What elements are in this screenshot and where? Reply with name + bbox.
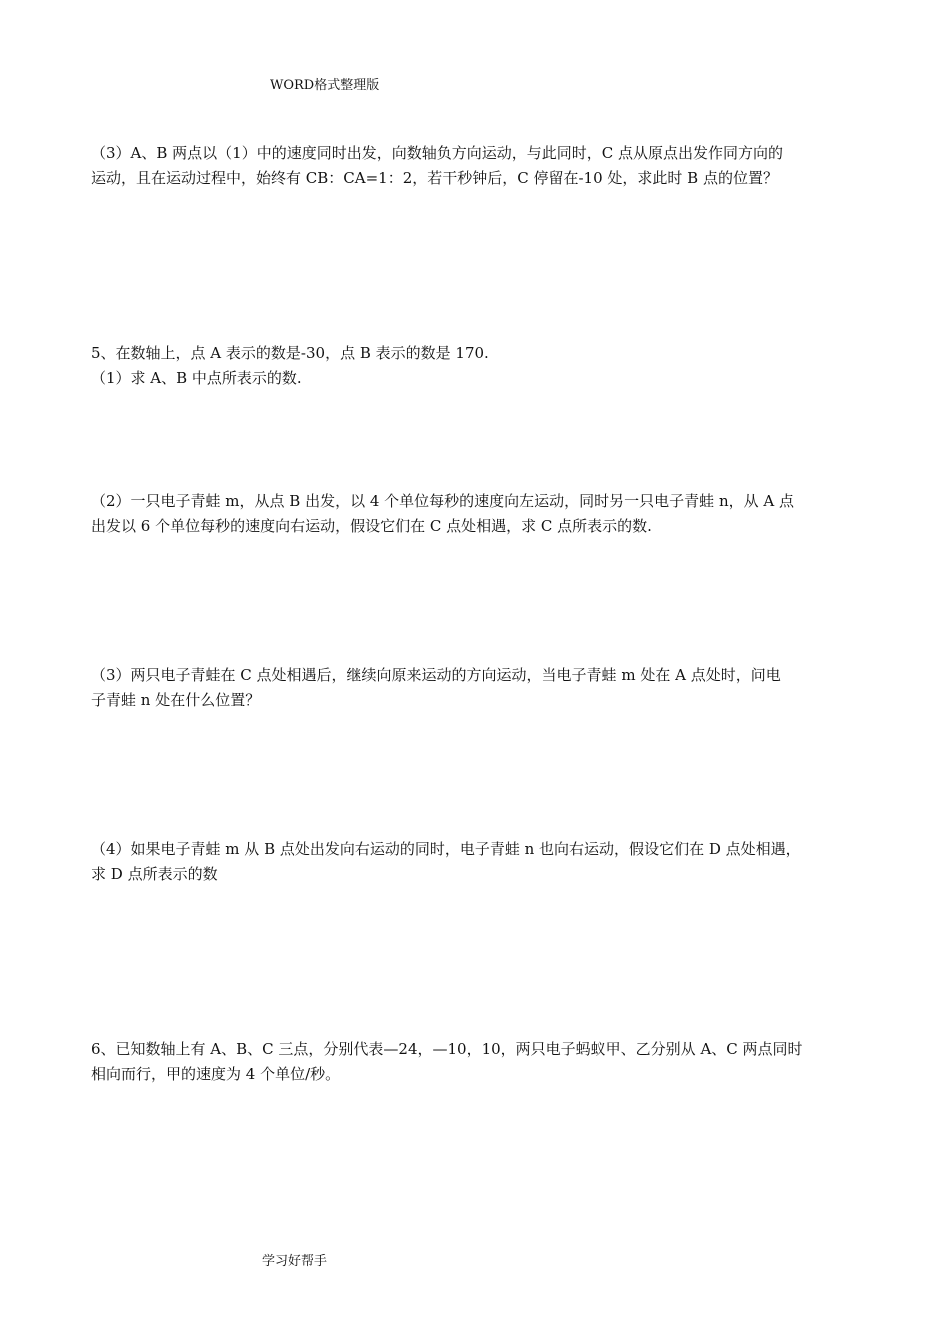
text-line: 求 D 点所表示的数 (91, 865, 218, 883)
text-line: （4）如果电子青蛙 m 从 B 点处出发向右运动的同时，电子青蛙 n 也向右运动，假设它们在 D 点处相遇， (91, 840, 801, 858)
text-line: （1）求 A、B 中点所表示的数. (91, 369, 302, 387)
text-line: 子青蛙 n 处在什么位置？ (91, 691, 261, 709)
text-line: （3）A、B 两点以（1）中的速度同时出发，向数轴负方向运动，与此同时，C 点从原点出发作同方向的 (91, 144, 783, 162)
question-5-intro (91, 341, 861, 391)
page-header: WORD格式整理版 (270, 78, 380, 93)
text-line: 6、已知数轴上有 A、B、C 三点，分别代表—24，—10，10，两只电子蚂蚁甲、乙分别从 A、C 两点同时 (91, 1040, 803, 1058)
text-line: 相向而行，甲的速度为 4 个单位/秒。 (91, 1065, 341, 1083)
text-line: （2）一只电子青蛙 m，从点 B 出发，以 4 个单位每秒的速度向左运动，同时另一只电子青蛙 n，从 A 点 (91, 492, 794, 510)
page-footer: 学习好帮手 (262, 1254, 328, 1269)
question-6-intro (91, 1037, 861, 1087)
question-5-part-2 (91, 489, 861, 539)
text-line: （3）两只电子青蛙在 C 点处相遇后，继续向原来运动的方向运动，当电子青蛙 m 处在 A 点处时，问电 (91, 666, 781, 684)
question-5-part-4 (91, 837, 861, 887)
text-line: 运动，且在运动过程中，始终有 CB：CA=1：2，若干秒钟后，C 停留在-10 处，求此时 B 点的位置？ (91, 169, 778, 187)
question-5-part-3 (91, 663, 861, 713)
text-line: 5、在数轴上，点 A 表示的数是-30，点 B 表示的数是 170. (91, 344, 489, 362)
question-4-part-3 (91, 141, 861, 191)
text-line: 出发以 6 个单位每秒的速度向右运动，假设它们在 C 点处相遇，求 C 点所表示的数. (91, 517, 652, 535)
